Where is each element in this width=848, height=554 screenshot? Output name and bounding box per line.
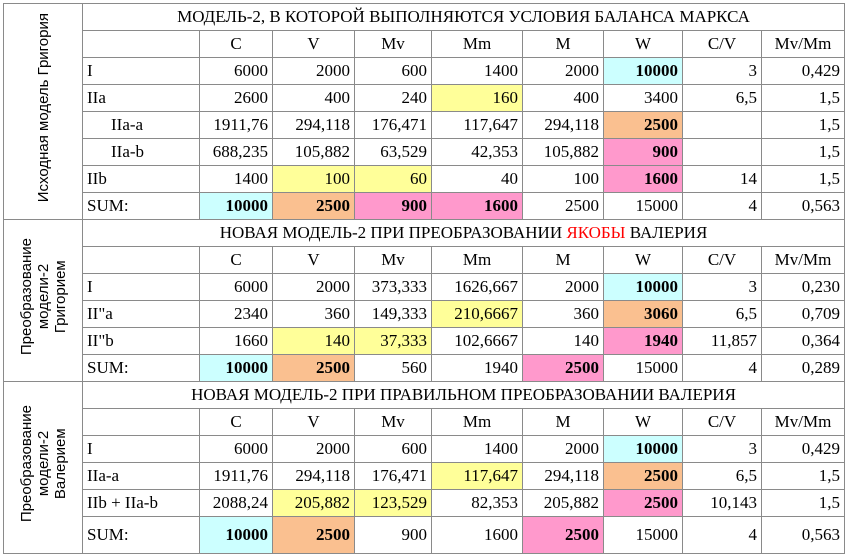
header-cell[interactable]: M (523, 409, 604, 436)
cell[interactable]: 10000 (604, 58, 683, 85)
table-row (4, 463, 845, 490)
cell[interactable]: 1626,667 (432, 274, 523, 301)
cell[interactable]: 600 (355, 58, 432, 85)
section-3-side-label: Преобразование модели-2 Валерием (17, 404, 69, 523)
cell[interactable]: 400 (273, 85, 355, 112)
cell[interactable]: 3400 (604, 85, 683, 112)
emphasis-word: ЯКОБЫ (566, 223, 626, 242)
header-cell[interactable] (83, 409, 200, 436)
cell[interactable]: 2000 (523, 58, 604, 85)
cell[interactable]: 1,5 (762, 166, 845, 193)
cell[interactable]: 123,529 (355, 490, 432, 517)
cell[interactable]: 400 (523, 85, 604, 112)
cell[interactable]: 1,5 (762, 463, 845, 490)
header-cell[interactable]: Mm (432, 31, 523, 58)
cell[interactable]: 105,882 (523, 139, 604, 166)
cell[interactable]: 140 (273, 328, 355, 355)
row-label[interactable]: I (83, 274, 200, 301)
cell[interactable]: 105,882 (273, 139, 355, 166)
header-cell[interactable]: V (273, 409, 355, 436)
header-cell[interactable] (83, 31, 200, 58)
cell[interactable]: 82,353 (432, 490, 523, 517)
section-1-header-row (4, 31, 845, 58)
header-cell[interactable]: W (604, 409, 683, 436)
section-3-title[interactable]: НОВАЯ МОДЕЛЬ-2 ПРИ ПРАВИЛЬНОМ ПРЕОБРАЗОВАНИИ ВАЛЕРИЯ (83, 382, 845, 409)
row-label[interactable]: SUM: (83, 517, 200, 554)
cell[interactable]: 1400 (200, 166, 273, 193)
section-1-title[interactable]: МОДЕЛЬ-2, В КОТОРОЙ ВЫПОЛНЯЮТСЯ УСЛОВИЯ БАЛАНСА МАРКСА (83, 4, 845, 31)
header-cell[interactable]: M (523, 247, 604, 274)
header-cell[interactable]: W (604, 31, 683, 58)
table-row (4, 166, 845, 193)
header-cell[interactable]: V (273, 31, 355, 58)
cell[interactable]: 0,429 (762, 436, 845, 463)
cell[interactable]: 900 (355, 517, 432, 554)
table-row (4, 301, 845, 328)
cell[interactable]: 2340 (200, 301, 273, 328)
cell[interactable]: 1,5 (762, 112, 845, 139)
row-label[interactable]: I (83, 436, 200, 463)
cell[interactable]: 2600 (200, 85, 273, 112)
cell[interactable]: 360 (273, 301, 355, 328)
cell[interactable]: 1600 (432, 193, 523, 220)
cell[interactable]: 294,118 (523, 112, 604, 139)
table-row (4, 274, 845, 301)
row-label[interactable]: I (83, 58, 200, 85)
balance-table (3, 3, 845, 554)
header-cell[interactable]: Mv (355, 409, 432, 436)
cell[interactable]: 2000 (273, 274, 355, 301)
header-cell[interactable]: Mv/Mm (762, 31, 845, 58)
section-2-header-row (4, 247, 845, 274)
cell[interactable]: 140 (523, 328, 604, 355)
cell[interactable]: 3 (683, 274, 762, 301)
cell[interactable]: 2500 (523, 193, 604, 220)
cell[interactable]: 560 (355, 355, 432, 382)
cell[interactable] (683, 112, 762, 139)
header-cell[interactable]: C (200, 409, 273, 436)
cell[interactable]: 2500 (273, 355, 355, 382)
cell[interactable]: 1600 (432, 517, 523, 554)
row-label[interactable]: IIa-a (83, 463, 200, 490)
header-cell[interactable]: M (523, 31, 604, 58)
header-cell[interactable]: Mm (432, 247, 523, 274)
cell[interactable]: 3 (683, 436, 762, 463)
cell[interactable]: 10000 (200, 355, 273, 382)
cell[interactable]: 2000 (273, 436, 355, 463)
sum-row (4, 193, 845, 220)
table-row (4, 85, 845, 112)
cell[interactable]: 2500 (604, 463, 683, 490)
cell[interactable]: 210,6667 (432, 301, 523, 328)
cell[interactable]: 60 (355, 166, 432, 193)
cell[interactable]: 600 (355, 436, 432, 463)
cell[interactable]: 688,235 (200, 139, 273, 166)
cell[interactable]: 900 (355, 193, 432, 220)
table-row (4, 112, 845, 139)
cell[interactable]: 294,118 (523, 463, 604, 490)
cell[interactable]: 1,5 (762, 490, 845, 517)
row-label[interactable]: IIb + IIa-b (83, 490, 200, 517)
cell[interactable]: 0,563 (762, 193, 845, 220)
section-1-side-label: Исходная модель Григория (34, 12, 52, 203)
cell[interactable] (683, 139, 762, 166)
cell[interactable]: 6000 (200, 436, 273, 463)
header-cell[interactable]: Mv (355, 247, 432, 274)
cell[interactable]: 294,118 (273, 112, 355, 139)
cell[interactable]: 2000 (523, 274, 604, 301)
cell[interactable]: 2500 (523, 355, 604, 382)
section-2-side-label-cell[interactable] (4, 220, 83, 382)
table-row (4, 139, 845, 166)
cell[interactable]: 10000 (604, 436, 683, 463)
row-label[interactable]: IIb (83, 166, 200, 193)
cell[interactable]: 1911,76 (200, 112, 273, 139)
cell[interactable]: 10,143 (683, 490, 762, 517)
row-label[interactable]: SUM: (83, 193, 200, 220)
row-label[interactable]: II"a (83, 301, 200, 328)
cell[interactable]: 6,5 (683, 301, 762, 328)
section-2-side-label: Преобразование модели-2 Григорием (17, 237, 69, 356)
row-label[interactable]: SUM: (83, 355, 200, 382)
cell[interactable]: 2000 (523, 436, 604, 463)
header-cell[interactable]: C (200, 31, 273, 58)
cell[interactable]: 240 (355, 85, 432, 112)
cell[interactable]: 117,647 (432, 112, 523, 139)
section-1-side-label-cell[interactable] (4, 4, 83, 220)
cell[interactable]: 360 (523, 301, 604, 328)
cell[interactable]: 10000 (200, 517, 273, 554)
row-label[interactable]: IIa (83, 85, 200, 112)
cell[interactable]: 6000 (200, 58, 273, 85)
header-cell[interactable]: C (200, 247, 273, 274)
cell[interactable]: 4 (683, 193, 762, 220)
cell[interactable]: 176,471 (355, 112, 432, 139)
cell[interactable]: 2500 (273, 193, 355, 220)
cell[interactable]: 11,857 (683, 328, 762, 355)
cell[interactable]: 294,118 (273, 463, 355, 490)
section-2-title[interactable]: НОВАЯ МОДЕЛЬ-2 ПРИ ПРЕОБРАЗОВАНИИ ЯКОБЫ ВАЛЕРИЯ (83, 220, 845, 247)
cell[interactable]: 42,353 (432, 139, 523, 166)
cell[interactable]: 2500 (273, 517, 355, 554)
cell[interactable]: 205,882 (273, 490, 355, 517)
row-label[interactable]: IIa-b (83, 139, 200, 166)
header-cell[interactable]: W (604, 247, 683, 274)
cell[interactable]: 100 (273, 166, 355, 193)
cell[interactable]: 117,647 (432, 463, 523, 490)
cell[interactable]: 3 (683, 58, 762, 85)
cell[interactable]: 0,364 (762, 328, 845, 355)
cell[interactable]: 1400 (432, 58, 523, 85)
cell[interactable]: 6000 (200, 274, 273, 301)
cell[interactable]: 2500 (523, 517, 604, 554)
header-cell[interactable]: Mv (355, 31, 432, 58)
cell[interactable]: 1400 (432, 436, 523, 463)
cell[interactable]: 4 (683, 355, 762, 382)
cell[interactable]: 10000 (200, 193, 273, 220)
header-cell[interactable]: Mm (432, 409, 523, 436)
cell[interactable]: 100 (523, 166, 604, 193)
cell[interactable]: 4 (683, 517, 762, 554)
row-label[interactable]: II"b (83, 328, 200, 355)
cell[interactable]: 1660 (200, 328, 273, 355)
cell[interactable]: 2000 (273, 58, 355, 85)
cell[interactable]: 14 (683, 166, 762, 193)
cell[interactable]: 10000 (604, 274, 683, 301)
cell[interactable]: 900 (604, 139, 683, 166)
cell[interactable]: 102,6667 (432, 328, 523, 355)
cell[interactable]: 1940 (604, 328, 683, 355)
cell[interactable]: 37,333 (355, 328, 432, 355)
sum-row (4, 517, 845, 554)
table-row (4, 58, 845, 85)
cell[interactable]: 3060 (604, 301, 683, 328)
header-cell[interactable]: Mv/Mm (762, 409, 845, 436)
cell[interactable]: 0,563 (762, 517, 845, 554)
cell[interactable]: 205,882 (523, 490, 604, 517)
section-3-side-label-cell[interactable] (4, 382, 83, 554)
cell[interactable]: 40 (432, 166, 523, 193)
header-cell[interactable] (83, 247, 200, 274)
cell[interactable]: 15000 (604, 355, 683, 382)
cell[interactable]: 15000 (604, 517, 683, 554)
header-cell[interactable]: V (273, 247, 355, 274)
cell[interactable]: 6,5 (683, 85, 762, 112)
cell[interactable]: 1,5 (762, 139, 845, 166)
cell[interactable]: 0,709 (762, 301, 845, 328)
cell[interactable]: 15000 (604, 193, 683, 220)
header-cell[interactable]: C/V (683, 31, 762, 58)
row-label[interactable]: IIa-a (83, 112, 200, 139)
cell[interactable]: 1911,76 (200, 463, 273, 490)
cell[interactable]: 2088,24 (200, 490, 273, 517)
cell[interactable]: 1940 (432, 355, 523, 382)
cell[interactable]: 1600 (604, 166, 683, 193)
cell[interactable]: 63,529 (355, 139, 432, 166)
cell[interactable]: 6,5 (683, 463, 762, 490)
cell[interactable]: 160 (432, 85, 523, 112)
cell[interactable]: 373,333 (355, 274, 432, 301)
header-cell[interactable]: C/V (683, 409, 762, 436)
cell[interactable]: 2500 (604, 490, 683, 517)
cell[interactable]: 0,230 (762, 274, 845, 301)
table-row (4, 490, 845, 517)
table-row (4, 328, 845, 355)
table-row (4, 436, 845, 463)
cell[interactable]: 1,5 (762, 85, 845, 112)
section-3-header-row (4, 409, 845, 436)
cell[interactable]: 2500 (604, 112, 683, 139)
cell[interactable]: 0,429 (762, 58, 845, 85)
cell[interactable]: 149,333 (355, 301, 432, 328)
cell[interactable]: 0,289 (762, 355, 845, 382)
header-cell[interactable]: C/V (683, 247, 762, 274)
header-cell[interactable]: Mv/Mm (762, 247, 845, 274)
cell[interactable]: 176,471 (355, 463, 432, 490)
sum-row (4, 355, 845, 382)
